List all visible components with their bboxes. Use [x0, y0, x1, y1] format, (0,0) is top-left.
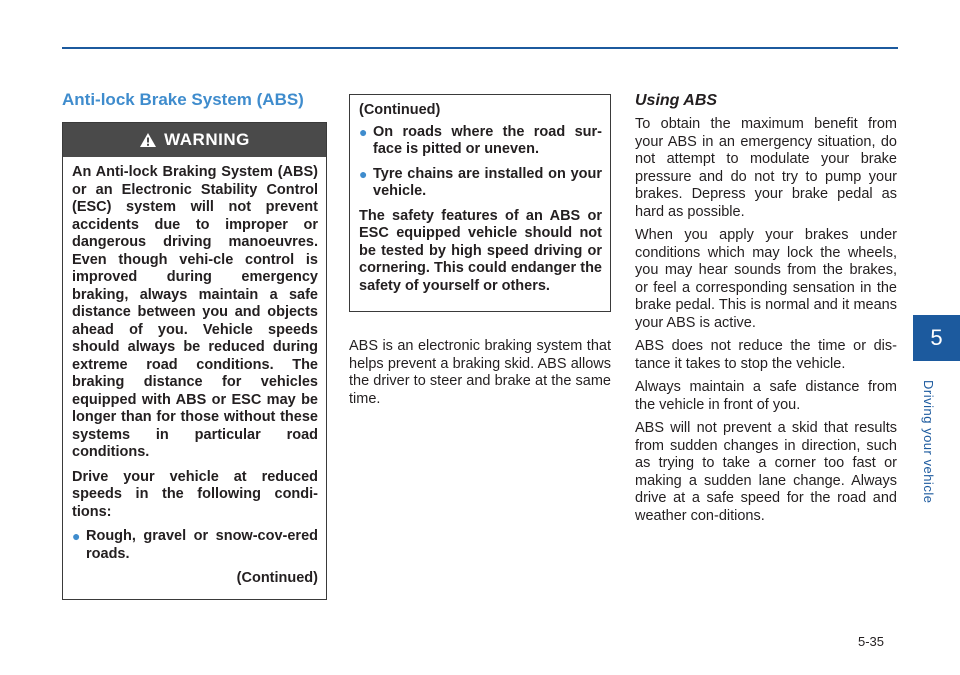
warning-box — [62, 122, 327, 600]
using-abs-p4: Always maintain a safe distance from the vehicle in front of you. — [635, 379, 897, 413]
page-number: 5-35 — [858, 634, 885, 649]
using-abs-p1: To obtain the maximum benefit from your ABS in an emergency situation, do not attempt to modulate your brake pressure and do not try to pump your brakes. Depress your brake pedal as hard as possible. — [635, 116, 897, 220]
warning-para-2: Drive your vehicle at reduced speeds in the following condi-tions: — [72, 468, 318, 520]
warning-triangle-icon — [139, 132, 157, 148]
warning-para-1: An Anti-lock Braking System (ABS) or an Electronic Stability Control (ESC) system will not prevent accidents due to improper or dangerous driving manoeuvres. Even though vehi-cle control is improved during emergency braking, always maintain a safe distance between you and objects ahead of you. Vehicle speeds should always be reduced during extreme road conditions. The braking distance for vehicles equipped with ABS or ESC may be longer than for those without these systems in particular road conditions. — [72, 164, 318, 460]
using-abs-p5: ABS will not prevent a skid that results from sudden changes in direction, such as trying to take a corner too fast or making a sudden lane change. Always drive at a safe speed for the road and weather con-ditions. — [635, 420, 897, 524]
using-abs-section — [635, 92, 897, 531]
continued-bullet-2 — [359, 166, 602, 201]
using-abs-title: Using ABS — [635, 92, 718, 109]
warning-bullet-1 — [72, 528, 318, 563]
warning-header — [63, 123, 326, 157]
warning-bullet-1-text: Rough, gravel or snow-cov-ered roads. — [86, 528, 318, 562]
section-title: Anti-lock Brake System (ABS) — [62, 90, 304, 109]
using-abs-p2: When you apply your brakes under conditions which may lock the wheels, you may hear sounds from the brakes, or feel a corresponding sensation in the brake pedal. This is normal and it means your ABS is active. — [635, 227, 897, 331]
continued-bullet-1-text: On roads where the road sur-face is pitted or uneven. — [373, 123, 602, 157]
chapter-number: 5 — [930, 325, 943, 350]
continued-box — [349, 94, 611, 312]
abs-intro: ABS is an electronic braking system that helps prevent a braking skid. ABS allows the driver to steer and brake at the same time. — [349, 338, 611, 407]
continued-bullet-1 — [359, 124, 602, 159]
continued-bullet-2-text: Tyre chains are installed on your vehicle. — [373, 165, 602, 199]
continued-para: The safety features of an ABS or ESC equipped vehicle should not be tested by high speed driving or cornering. This could endanger the safety of yourself or others. — [359, 207, 602, 294]
warning-title: WARNING — [164, 130, 250, 149]
continued-head: (Continued) — [359, 102, 441, 118]
bullet-dot-icon: ● — [359, 165, 368, 182]
warning-continued: (Continued) — [236, 570, 318, 586]
chapter-label: Driving your vehicle — [921, 380, 936, 504]
using-abs-p3: ABS does not reduce the time or dis-tance it takes to stop the vehicle. — [635, 338, 897, 372]
bullet-dot-icon: ● — [359, 123, 368, 140]
top-rule — [62, 47, 898, 49]
bullet-dot-icon: ● — [72, 528, 81, 544]
chapter-tab — [913, 315, 960, 361]
